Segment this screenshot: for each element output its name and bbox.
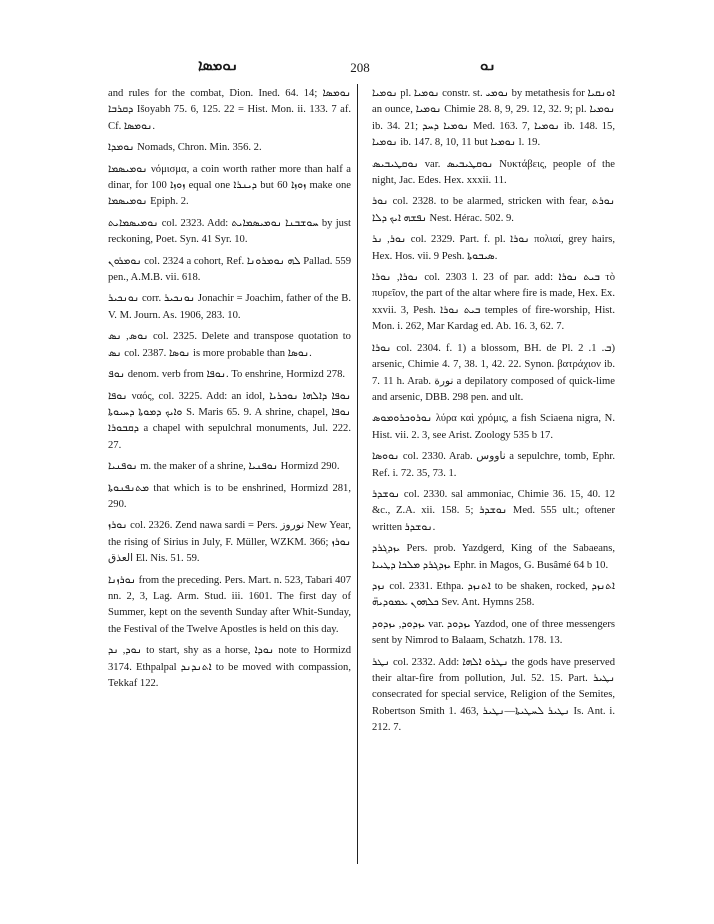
dictionary-entry: ܢܘܦܢܝܐ m. the maker of a shrine, ܢܘܦܢܝܐ Hormizd 290. xyxy=(108,461,340,473)
dictionary-entry: ܢܘܪ, ܢܪ col. 2329. Part. f. pl. ܢܘܪܐ πολιαί, grey hairs, Hex. Hos. vii. 9 Pesh. ܣܝܒܘܬܐ. xyxy=(372,234,616,262)
dictionary-entry: ܢܘܦ denom. verb from ܢܘܦܐ. To enshrine, Hormizd 278. xyxy=(108,369,346,381)
dictionary-entry: ܢܛܪ col. 2332. Add: ܢܛܪܘ ܐܠܗܐ the gods have preserved their altar-fire from pollution, Jul. 52. 15. Part. ܢܛܝܪ consecrated for special service, Religion of the Semites, Robertson Smith 1. 463, ܢܛܝܪ ܠܚܛܝܬܐ—ܢܛܝܪ Is. Ant. i. 212. 7. xyxy=(372,656,615,734)
dictionary-entry: ܢܘܘܣܐ col. 2330. Arab. ناووس a sepulchre, tomb, Ephr. Ref. i. 72. 35, 73. 1. xyxy=(372,451,615,479)
dictionary-entry: ܢܘܢܟܝܪ corr. ܢܘܢܟܝܪ Jonachir = Joachim, father of the B. V. M. Journ. As. 1906, 283. 10. xyxy=(108,293,351,321)
dictionary-entry: ܢܘܡܪܘܢ col. 2324 a cohort, Ref. ܠܗ ܢܘܡܪܘܢܐ Pallad. 559 pen., A.M.B. vii. 618. xyxy=(108,255,351,284)
dictionary-entry: ܡܬܢܦܢܘܬܐ that which is to be enshrined, Hormizd 281, 290. xyxy=(108,482,351,510)
dictionary-entry: ܢܘܪܐ col. 2304. f. 1) a blossom, BH. de Pl. ܒ. 1. 2) arsenic, Chimie 4. 7, 38. 1, 42. 22. Synon. βατράχιον ib. 7. 11 h. Arab. نورة a depilatory composed of quick-lime and arsenic, DBB. 298 pen. and ult. xyxy=(372,342,616,403)
dictionary-entry: ܢܙܕ col. 2331. Ethpa. ܐܬܢܙܕ to be shaken, rocked, ܐܬܢܙܕ ܟܠܗܘܢ ܥܡܘܕܝܗ̈ Sev. Ant. Hymns 258. xyxy=(372,580,615,609)
dictionary-entry: ܝܙܕܓܪܕ Pers. prob. Yazdgerd, King of the Sabaeans, ܝܙܕܓܪܕ ܡܠܟܐ ܕܛܝܝܐ Ephr. in Magos, G. Busâmé 64 b 10. xyxy=(372,543,615,571)
column-divider xyxy=(357,84,358,864)
dictionary-entry: ܢܘܪܙܢܐ from the preceding. Pers. Mart. n. 523, Tabari 407 nn. 2, 3, Lag. Arm. Stud. iii. 1601. The first day of Summer, kept on the seventh Sunday after Whit-Sunday, the Festival of the Twelve Apostles is held on this day. xyxy=(108,574,351,635)
dictionary-entry: ܢܘܣ, ܢܣ col. 2325. Delete and transpose quotation to ܢܣ col. 2387. ܢܘܣܐ is more probable than ܢܘܣܐ. xyxy=(108,331,351,359)
dictionary-entry: ܢܘܪܐ, ܢܘܪܐ col. 2303 l. 23 of par. add: ܒܝܬ ܢܘܪܐ τὸ πυρεῖον, the part of the altar where fire is made, Hex. Ex. xxvii. 3, Pesh. ܒܝܬ ܢܘܪܐ temples of fire-worship, Hist. Mon. i. 262, Mar Kardag ed. Ab. 16. 3, 62. 7. xyxy=(372,272,615,333)
left-column xyxy=(108,86,351,697)
dictionary-entry: ܢܘܡܝܣܡܐ νόμισμα, a coin worth rather more than half a dinar, for 100 ܙܘܙܐ equal one ܕܝܢܪܐ but 60 ܙܘܙܐ make one ܢܘܡܝܣܡܐ Epiph. 2. xyxy=(108,163,351,208)
dictionary-entry: ܢܘܕ, ܢܕ to start, shy as a horse, ܢܘܕܐ note to Hormizd 3174. Ethpalpal ܐܬܢܕܢܕ to be moved with compassion, Tekkaf 122. xyxy=(108,645,351,689)
dictionary-entry: ܢܘܩܛܝܒܝܣ var. ܢܘܩܛܝܒܝܣ Νυκτάβεις, people of the night, Jac. Edes. Hex. xxxii. 11. xyxy=(372,158,615,187)
running-head-left: ܢܘܡܣܐ xyxy=(198,56,239,74)
dictionary-entry: ܢܘܪ col. 2328. to be alarmed, stricken with fear, ܢܘܪܬ ܢܦܫܗ ܐܝܟ ܕܠܐ Nest. Hérac. 502. 9. xyxy=(372,196,615,224)
dictionary-entry: and rules for the combat, Dion. Ined. 64. 14; ܢܘܡܣܐ ܕܩܪܒܐ Išoyabh 75. 6, 125. 22 = Hist. Mon. ii. 133. 7 af. Cf. ܢܘܡܣܐ. xyxy=(108,88,351,132)
dictionary-entry: ܢܘܡܕܐ Nomads, Chron. Min. 356. 2. xyxy=(108,142,262,154)
right-column xyxy=(372,86,615,742)
dictionary-entry: ܢܘܦܐ ναός, col. 3225. Add: an idol, ܢܘܦܐ ܕܐܠܗܐ ܢܘܟܪܝܐ ܘܐܝܟ ܕܡܘܬܐ ܕܚܝܘܬܐ S. Maris 65. 9. A shrine, chapel, ܢܘܦܐ ܕܩܒܘܪܐ a chapel with sepulchral monuments, Jul. 222. 27. xyxy=(108,390,351,451)
dictionary-entry: ܢܘܡܝܣܡܐܝܬ col. 2323. Add: ܚܘܫܒܢܐ ܢܘܡܝܣܡܐܝܬ by just reckoning, Poet. Syn. 41 Syr. 10. xyxy=(108,217,351,246)
dictionary-entry: ܢܘܪܘܟܪܘܡܘܣ λύρα καὶ χρόμις, a fish Sciaena nigra, N. Hist. vii. 2. 3, see Arist. Zoology 535 b 17. xyxy=(372,413,615,441)
dictionary-entry: ܢܘܪܙ col. 2326. Zend nawa sardi = Pers. نوروز New Year, the rising of Sirius in July, F. Müller, WZKM. 366; ܢܘܪܙ العذق El. Nis. 51. 59. xyxy=(108,520,351,565)
dictionary-entry: ܝܙܕܘܕ, ܝܙܕܘܕ var. ܝܙܕܘܕ Yazdod, one of three messengers sent by Nimrod to Balaam, Schatzh. 178. 13. xyxy=(372,618,616,647)
dictionary-entry: ܢܘܫܕܪ col. 2330. sal ammoniac, Chimie 36. 15, 40. 12 &c., Z.A. xii. 158. 5; ܢܘܫܕܪ Med. 555 ult.; oftener written ܢܘܫܕܪ. xyxy=(372,488,616,533)
page-number: 208 xyxy=(350,60,370,75)
running-head-right: ܢܘ xyxy=(480,56,496,74)
dictionary-entry: ܢܘܡܝܐ pl. ܢܘܡܝܐ constr. st. ܢܘܡܝ by metathesis for ܐܘܢܩܝܐ an ounce, ܢܘܡܝܐ Chimie 28. 8, 9, 29. 12, 32. 9; pl. ܢܘܡܝܐ ib. 34. 21; ܢܘܡܝܐ ܕܚܕ Med. 163. 7, ܢܘܡܝܐ ib. 148. 15, ܢܘܡܝܐ ib. 147. 8, 10, 11 but ܢܘܡܝܐ l. 19. xyxy=(372,88,615,149)
